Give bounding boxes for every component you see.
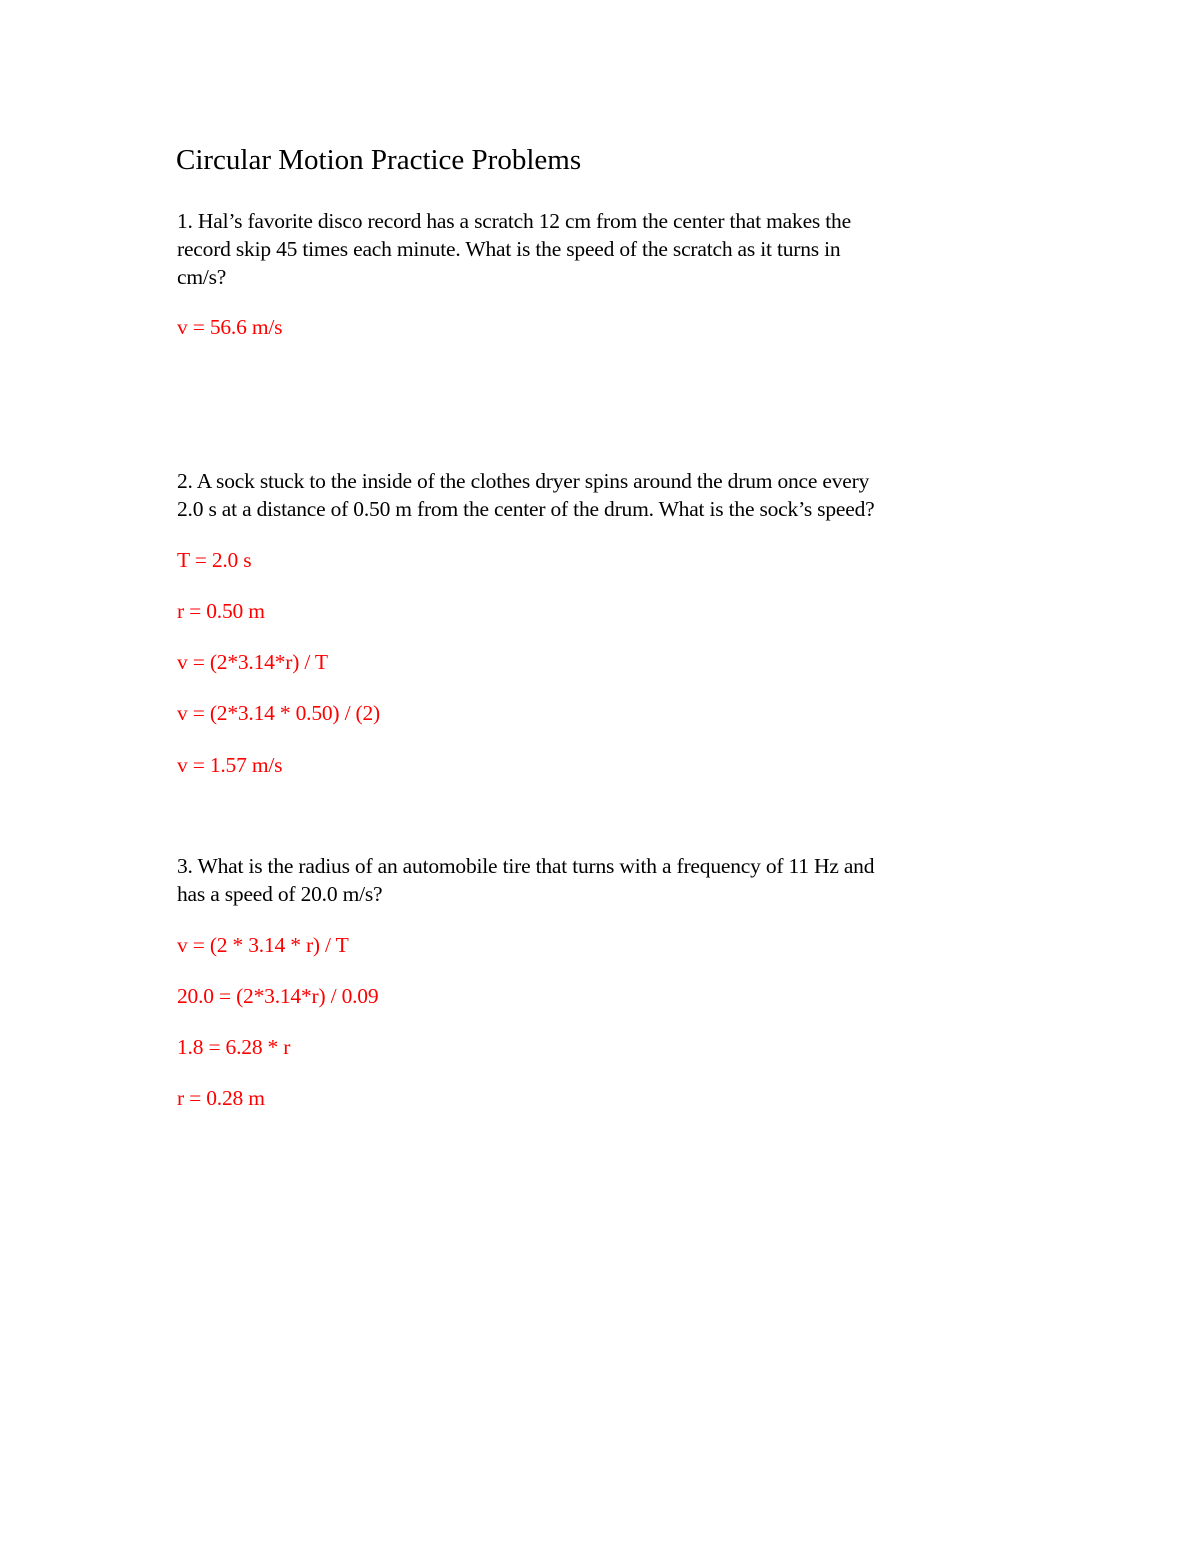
- answer-line: 1.8 = 6.28 * r: [177, 1035, 291, 1059]
- question-line: 3. What is the radius of an automobile tire that turns with a frequency of 11 Hz and: [177, 854, 875, 878]
- question-line: cm/s?: [177, 265, 227, 289]
- question-line: 2. A sock stuck to the inside of the clothes dryer spins around the drum once every: [177, 469, 870, 493]
- answer-line: 20.0 = (2*3.14*r) / 0.09: [177, 984, 379, 1008]
- question-line: record skip 45 times each minute. What is the speed of the scratch as it turns in: [177, 237, 841, 261]
- answer-line: v = (2*3.14 * 0.50) / (2): [177, 701, 380, 725]
- answer-line: r = 0.50 m: [177, 599, 265, 623]
- answer-line: T = 2.0 s: [177, 548, 252, 572]
- page-title: Circular Motion Practice Problems: [176, 144, 582, 176]
- answer-line: v = (2 * 3.14 * r) / T: [177, 933, 349, 957]
- answer-line: v = 1.57 m/s: [177, 753, 283, 777]
- question-line: has a speed of 20.0 m/s?: [177, 882, 383, 906]
- answer-line: v = (2*3.14*r) / T: [177, 650, 328, 674]
- question-line: 1. Hal’s favorite disco record has a scratch 12 cm from the center that makes the: [177, 209, 851, 233]
- question-line: 2.0 s at a distance of 0.50 m from the center of the drum. What is the sock’s speed?: [177, 497, 875, 521]
- answer-line: v = 56.6 m/s: [177, 315, 283, 339]
- answer-line: r = 0.28 m: [177, 1086, 265, 1110]
